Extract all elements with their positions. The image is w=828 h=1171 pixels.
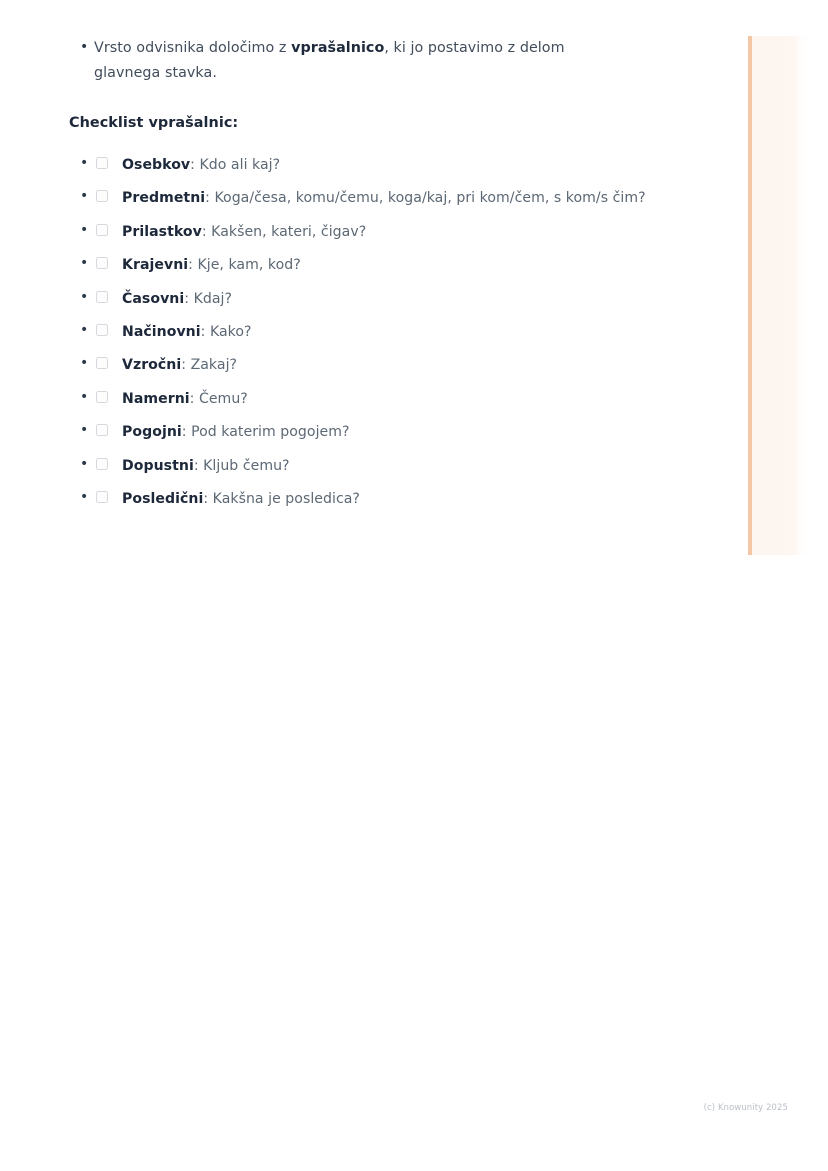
checklist-item-label: Dopustni [122,457,194,474]
checkbox-krajevni[interactable] [96,257,108,269]
intro-text-prefix: Vrsto odvisnika določimo z [94,40,292,56]
checklist-item-label: Načinovni [122,323,201,340]
checklist-item-label: Vzročni [122,357,182,374]
checkbox-dopustni[interactable] [96,458,108,470]
checkbox-posledicni[interactable] [96,491,108,503]
checklist-item [69,222,614,255]
checkbox-predmetni[interactable] [96,190,108,202]
checkbox-pogojni[interactable] [96,424,108,436]
right-callout-strip [748,36,828,555]
intro-bullet-list [69,36,614,86]
checklist-item-label: Pogojni [122,424,182,441]
checklist-item-separator: : [201,223,212,240]
checklist-item-separator: : [181,424,192,441]
checkbox-casovni[interactable] [96,291,108,303]
checklist-item [69,155,614,188]
checklist-item-description: Kje, kam, kod? [197,257,301,274]
checklist-item-separator: : [184,290,194,307]
checklist-item-separator: : [189,390,199,407]
checkbox-nacinovni[interactable] [96,324,108,336]
checklist-item-label: Osebkov [122,157,191,173]
checklist-item-label: Krajevni [122,257,189,274]
intro-bullet-item [69,36,614,86]
checklist-item-description: Kljub čemu? [203,457,290,474]
checklist-item-description: Kdaj? [193,290,232,307]
checkbox-namerni[interactable] [96,391,108,403]
checklist-heading: Checklist vprašalnic: [69,115,239,131]
checklist-item-label: Predmetni [122,190,206,207]
checklist-item-description: Pod katerim pogojem? [191,424,350,441]
checklist-item [69,489,614,522]
checklist-item-label: Posledični [122,490,204,507]
checklist-item [69,422,614,455]
checklist-item [69,188,646,221]
checklist-item [69,255,614,288]
checklist-item-separator: : [205,190,215,207]
checklist-item-label: Namerni [122,390,190,407]
checklist-item-label: Prilastkov [122,223,202,240]
checklist-item-separator: : [193,457,204,474]
checklist-item-separator: : [190,157,200,173]
checklist-item-description: Koga/česa, komu/čemu, koga/kaj, pri kom/čem, s kom/s čim? [214,190,646,207]
checklist-item-description: Kakšna je posledica? [212,490,360,507]
checkbox-osebkov[interactable] [96,157,108,169]
checklist-item-description: Kdo ali kaj? [199,157,281,173]
checklist-item-description: Čemu? [198,390,248,407]
checklist [69,155,646,522]
checkbox-prilastkov[interactable] [96,224,108,236]
checklist-item-separator: : [181,357,191,374]
intro-text-bold: vprašalnico [291,40,385,56]
main-content [69,36,646,522]
checklist-item-description: Kakšen, kateri, čigav? [211,223,367,240]
checklist-item-label: Časovni [122,290,185,307]
checklist-item-description: Zakaj? [190,357,238,374]
callout-strip-fill [752,36,828,555]
checklist-item [69,389,614,422]
checklist-item-description: Kako? [209,323,252,340]
checkbox-vzrocni[interactable] [96,357,108,369]
checklist-item [69,456,614,489]
checklist-item [69,355,614,388]
page-footer: (c) Knowunity 2025 [703,1102,788,1112]
checklist-item [69,289,614,322]
intro-text-suffix: , ki jo postavimo z delom glavnega stavka. [94,40,565,81]
checklist-item-separator: : [188,257,198,274]
checklist-item-separator: : [203,490,213,507]
checklist-item-separator: : [200,323,210,340]
checklist-item [69,322,614,355]
